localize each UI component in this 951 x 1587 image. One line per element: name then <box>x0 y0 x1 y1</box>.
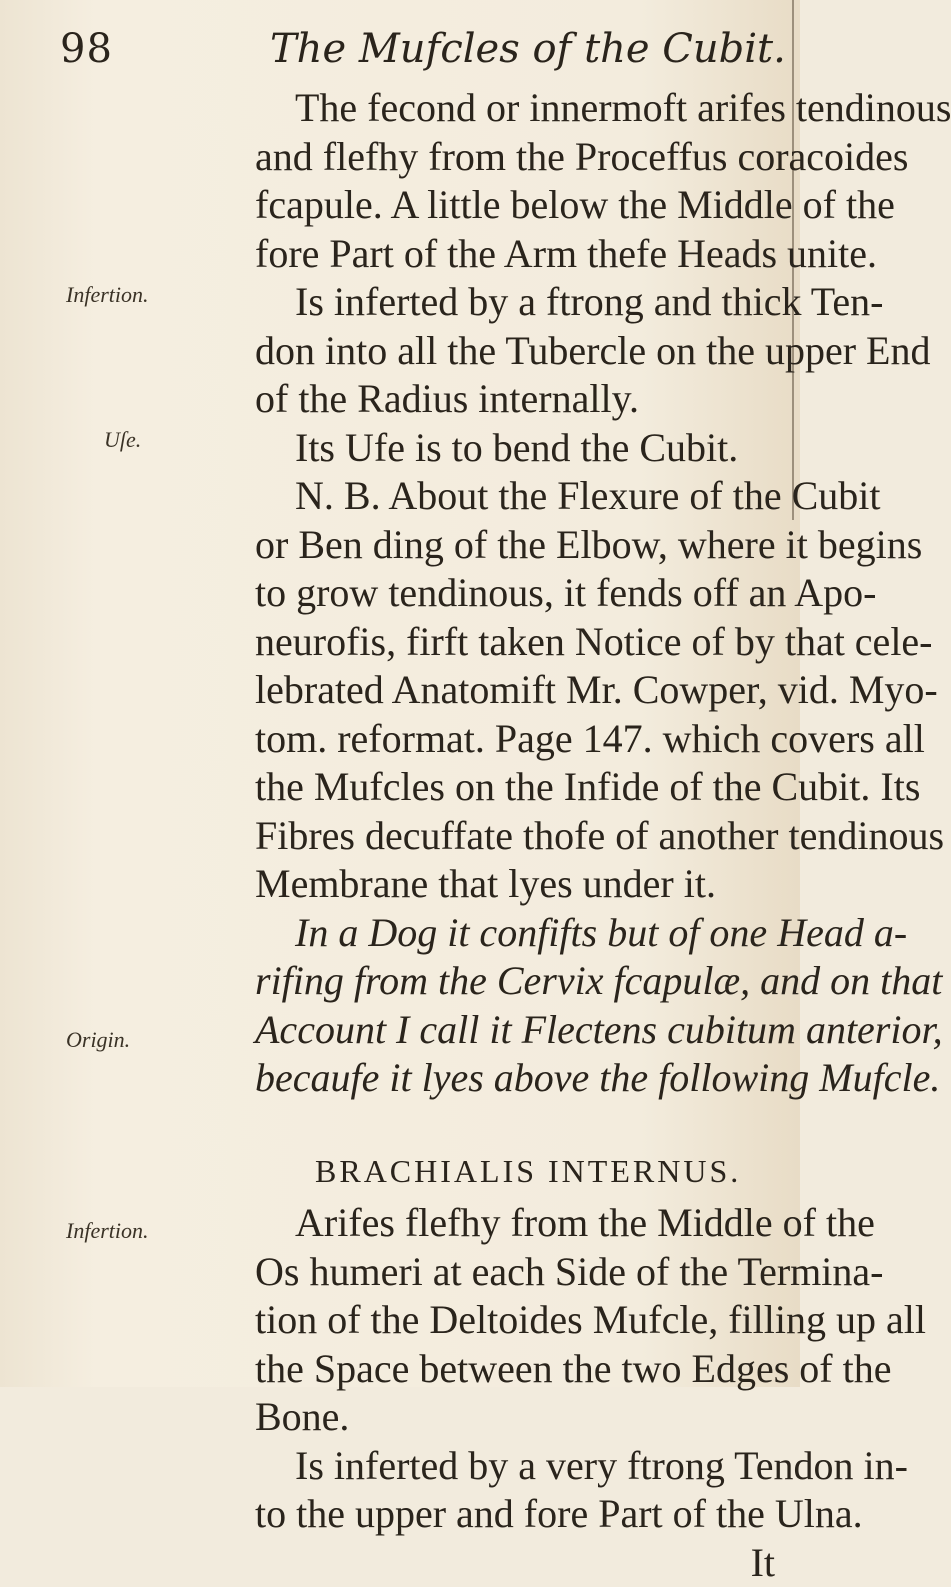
text-line: Its Ufe is to bend the Cubit. <box>255 424 795 473</box>
text-line: or Ben ding of the Elbow, where it begins <box>255 521 795 570</box>
text-line: Fibres decuffate thofe of another tendinous <box>255 812 795 861</box>
text-line: becaufe it lyes above the following Mufcle. <box>255 1054 795 1103</box>
text-line: fore Part of the Arm thefe Heads unite. <box>255 230 795 279</box>
text-line: rifing from the Cervix fcapulæ, and on that <box>255 957 795 1006</box>
text-line: Os humeri at each Side of the Termina- <box>255 1248 795 1297</box>
text-line: Membrane that lyes under it. <box>255 860 795 909</box>
margin-note-use: Uſe. <box>104 427 141 453</box>
catchword: It <box>255 1539 795 1587</box>
margin-note-insertion: Infertion. <box>66 282 149 308</box>
text-line: lebrated Anatomift Mr. Cowper, vid. Myo- <box>255 666 795 715</box>
page-header <box>0 18 800 78</box>
text-line: Is inferted by a ftrong and thick Ten- <box>255 278 795 327</box>
page-number: 98 <box>60 26 113 72</box>
text-line: tom. reformat. Page 147. which covers all <box>255 715 795 764</box>
section-heading: BRACHIALIS INTERNUS. <box>255 1147 795 1196</box>
running-head: The Mufcles of the Cubit. <box>270 26 786 72</box>
text-line: Is inferted by a very ftrong Tendon in- <box>255 1442 795 1491</box>
text-line: The fecond or innermoft arifes tendinous <box>255 84 795 133</box>
text-line: tion of the Deltoides Mufcle, filling up all <box>255 1296 795 1345</box>
margin-note-origin: Origin. <box>66 1027 130 1053</box>
body-text <box>255 84 795 1587</box>
text-line: of the Radius internally. <box>255 375 795 424</box>
text-line: the Mufcles on the Infide of the Cubit. Its <box>255 763 795 812</box>
text-line: In a Dog it confifts but of one Head a- <box>255 909 795 958</box>
text-line: Arifes flefhy from the Middle of the <box>255 1199 795 1248</box>
text-line: to grow tendinous, it fends off an Apo- <box>255 569 795 618</box>
text-line: and flefhy from the Proceffus coracoides <box>255 133 795 182</box>
text-line: neurofis, firft taken Notice of by that cele- <box>255 618 795 667</box>
text-line: N. B. About the Flexure of the Cubit <box>255 472 795 521</box>
text-line: the Space between the two Edges of the <box>255 1345 795 1394</box>
margin-note-insertion-2: Infertion. <box>66 1218 149 1244</box>
text-line: fcapule. A little below the Middle of the <box>255 181 795 230</box>
text-line: don into all the Tubercle on the upper End <box>255 327 795 376</box>
text-line: Bone. <box>255 1393 795 1442</box>
text-line: Account I call it Flectens cubitum anterior, <box>255 1006 795 1055</box>
text-line: to the upper and fore Part of the Ulna. <box>255 1490 795 1539</box>
